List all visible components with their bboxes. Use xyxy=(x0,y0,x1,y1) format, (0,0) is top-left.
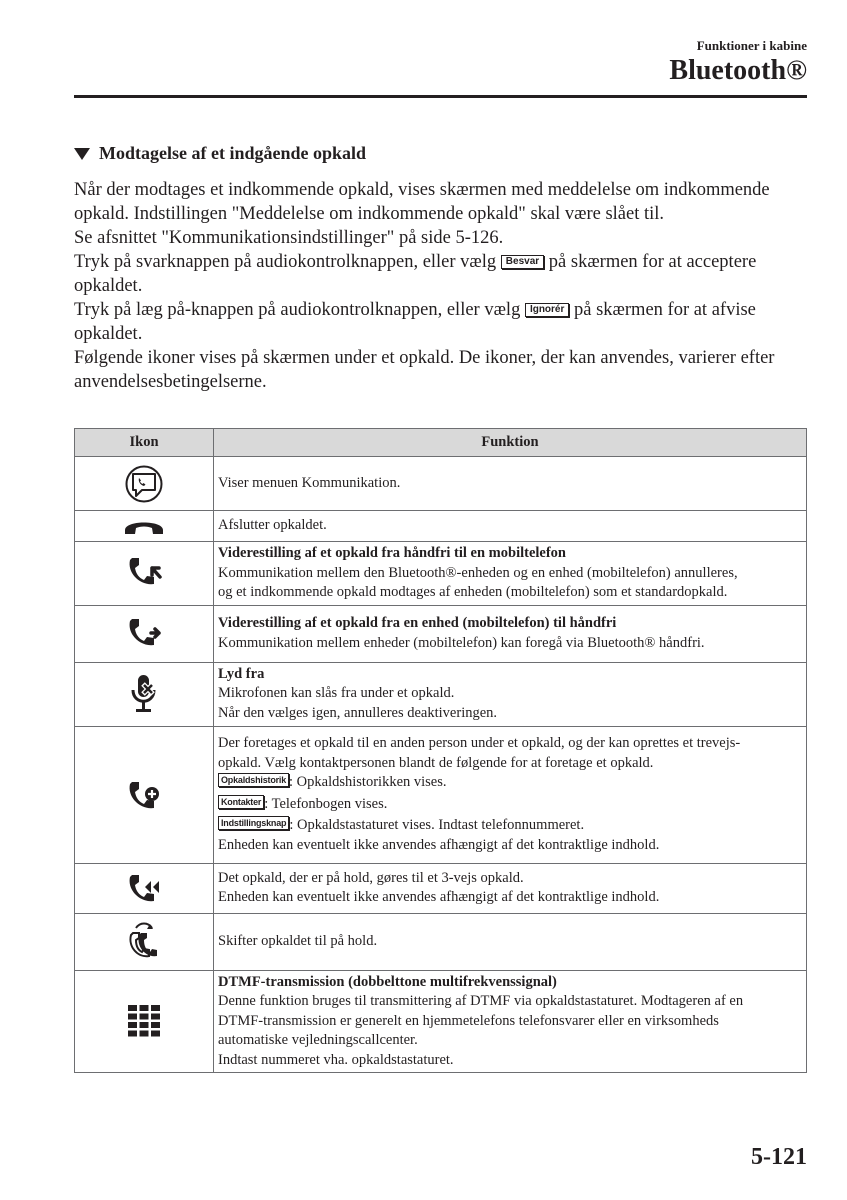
column-header-icon: Ikon xyxy=(75,429,214,457)
communication-menu-icon xyxy=(123,464,165,504)
description-line: Afslutter opkaldet. xyxy=(218,517,327,534)
description-title: Lyd fra xyxy=(218,665,265,682)
contacts-button-image: Kontakter xyxy=(218,795,264,809)
function-cell xyxy=(214,662,807,726)
hang-up-icon xyxy=(122,515,166,537)
table-row xyxy=(75,726,807,863)
function-cell xyxy=(214,970,807,1073)
description-line: Viser menuen Kommunikation. xyxy=(218,474,401,491)
table-row xyxy=(75,457,807,511)
description-title: Viderestilling af et opkald fra håndfri til en mobiltelefon xyxy=(218,545,566,561)
description-line: Det opkald, der er på hold, gøres til et 3-vejs opkald. xyxy=(218,869,524,886)
icon-cell xyxy=(75,662,214,726)
icon-cell xyxy=(75,457,214,511)
description-line: Kommunikation mellem enheder (mobiltelefon) kan foregå via Bluetooth® håndfri. xyxy=(218,634,705,651)
icon-cell xyxy=(75,913,214,970)
option-line xyxy=(218,773,802,793)
icon-cell xyxy=(75,605,214,662)
ignore-button-image: Ignorér xyxy=(525,303,569,317)
paragraph: Se afsnittet "Kommunikationsindstillinger" på side 5-126. xyxy=(74,228,504,248)
description-line: Skifter opkaldet til på hold. xyxy=(218,932,378,949)
option-line xyxy=(218,795,802,815)
page-title: Bluetooth® xyxy=(669,55,807,86)
description-line: Kommunikation mellem den Bluetooth®-enheden og en enhed (mobiltelefon) annulleres, xyxy=(218,564,738,581)
description-line: Indtast nummeret vha. opkaldstastaturet. xyxy=(218,1051,454,1068)
description-line: Enheden kan eventuelt ikke anvendes afhængigt af det kontraktlige indhold. xyxy=(218,889,660,905)
header-section-label: Funktioner i kabine xyxy=(696,38,807,53)
description-line: Denne funktion bruges til transmittering af DTMF via opkaldstastaturet. Modtageren af en xyxy=(218,993,744,1009)
function-cell xyxy=(214,863,807,913)
icon-cell xyxy=(75,970,214,1073)
merge-call-icon xyxy=(124,868,164,908)
page-number: 5-121 xyxy=(751,1144,807,1170)
table-row xyxy=(75,662,807,726)
swap-call-icon xyxy=(124,919,164,965)
table-row xyxy=(75,970,807,1073)
description-line: automatiske vejledningscallcenter. xyxy=(218,1032,418,1048)
icon-cell xyxy=(75,863,214,913)
function-cell xyxy=(214,542,807,606)
function-cell xyxy=(214,726,807,863)
paragraph: Følgende ikoner vises på skærmen under et opkald. De ikoner, der kan anvendes, varierer efter anvendelsesbetingelserne. xyxy=(74,348,775,392)
transfer-to-handsfree-icon xyxy=(124,614,164,654)
body-text xyxy=(74,178,809,394)
column-header-function: Funktion xyxy=(214,429,807,457)
section-heading-text: Modtagelse af et indgående opkald xyxy=(99,143,367,163)
table-row xyxy=(75,605,807,662)
description-title: DTMF-transmission (dobbelttone multifrekvenssignal) xyxy=(218,973,557,990)
icon-cell xyxy=(75,726,214,863)
description-line: DTMF-transmission er generelt en hjemmetelefons telefonsvarer eller en virksomheds xyxy=(218,1012,719,1029)
icon-cell xyxy=(75,511,214,542)
mute-microphone-icon xyxy=(129,672,159,716)
description-line: Når den vælges igen, annulleres deaktiveringen. xyxy=(218,704,498,721)
dial-pad-button-image: Indstillingsknap xyxy=(218,816,289,830)
header-divider xyxy=(74,95,807,98)
table-row xyxy=(75,913,807,970)
table-row xyxy=(75,542,807,606)
table-row xyxy=(75,863,807,913)
table-header-row xyxy=(75,429,807,457)
transfer-to-phone-icon xyxy=(124,553,164,593)
paragraph xyxy=(74,250,809,298)
triangle-bullet-icon xyxy=(74,148,90,160)
option-line xyxy=(218,816,802,836)
icon-function-table xyxy=(74,428,807,1073)
paragraph xyxy=(74,298,809,346)
icon-cell xyxy=(75,542,214,606)
option-text: : Opkaldshistorikken vises. xyxy=(289,774,447,790)
text-run: Tryk på læg på-knappen på audiokontrolknappen, eller vælg xyxy=(74,300,525,320)
function-cell xyxy=(214,913,807,970)
call-history-button-image: Opkaldshistorik xyxy=(218,773,289,787)
description-line: Mikrofonen kan slås fra under et opkald. xyxy=(218,685,455,702)
description-title: Viderestilling af et opkald fra en enhed (mobiltelefon) til håndfri xyxy=(218,615,617,631)
text-run: på skærmen for at acceptere opkaldet. xyxy=(74,252,757,296)
function-cell xyxy=(214,605,807,662)
section-heading xyxy=(74,143,366,164)
text-run: Tryk på svarknappen på audiokontrolknappen, eller vælg xyxy=(74,252,501,272)
description-line: opkald. Vælg kontaktpersonen blandt de følgende for at foretage et opkald. xyxy=(218,754,654,771)
description-line: Enheden kan eventuelt ikke anvendes afhængigt af det kontraktlige indhold. xyxy=(218,836,660,853)
description-line: Der foretages et opkald til en anden person under et opkald, og der kan oprettes et trevejs- xyxy=(218,735,741,751)
answer-button-image: Besvar xyxy=(501,255,544,269)
function-cell xyxy=(214,457,807,511)
add-call-icon xyxy=(124,775,164,815)
option-text: : Telefonbogen vises. xyxy=(264,795,388,812)
table-row xyxy=(75,511,807,542)
paragraph: Når der modtages et indkommende opkald, vises skærmen med meddelelse om indkommende opkald. Indstillingen "Meddelelse om indkommende opkald" skal være slået til. xyxy=(74,180,770,224)
keypad-icon xyxy=(126,1003,162,1039)
option-text: : Opkaldstastaturet vises. Indtast telefonnummeret. xyxy=(289,817,585,833)
description-line: og et indkommende opkald modtages af enheden (mobiltelefon) som et standardopkald. xyxy=(218,584,728,600)
function-cell xyxy=(214,511,807,542)
text-run: på skærmen for at afvise opkaldet. xyxy=(74,300,756,344)
